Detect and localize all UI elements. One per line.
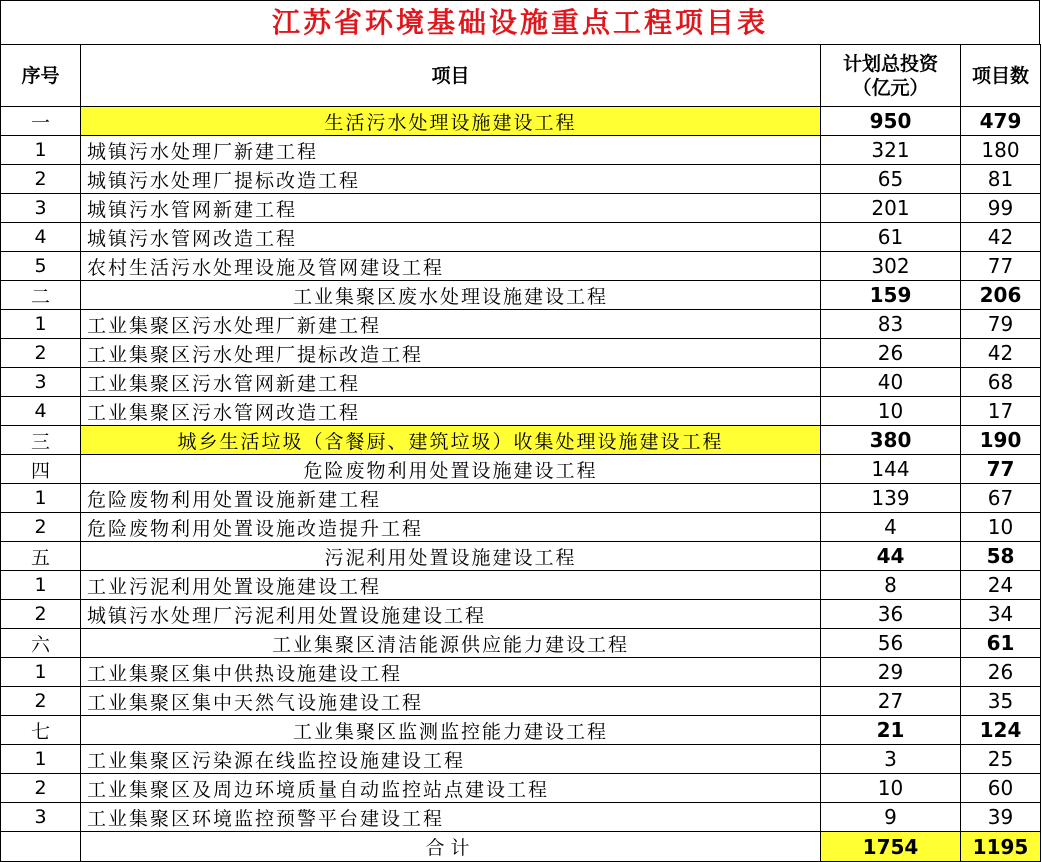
investment-value: 950 bbox=[821, 107, 961, 136]
investment-value: 10 bbox=[821, 774, 961, 803]
investment-value: 10 bbox=[821, 397, 961, 426]
project-count: 190 bbox=[961, 426, 1041, 455]
table-row bbox=[1, 513, 1041, 542]
category-row bbox=[1, 281, 1041, 310]
category-name: 危险废物利用处置设施建设工程 bbox=[81, 455, 821, 484]
project-count: 77 bbox=[961, 455, 1041, 484]
investment-value: 8 bbox=[821, 571, 961, 600]
project-name: 危险废物利用处置设施改造提升工程 bbox=[81, 513, 821, 542]
row-index: 1 bbox=[1, 571, 81, 600]
investment-value: 380 bbox=[821, 426, 961, 455]
project-count: 17 bbox=[961, 397, 1041, 426]
total-count: 1195 bbox=[961, 832, 1041, 862]
investment-value: 9 bbox=[821, 803, 961, 832]
table-row bbox=[1, 194, 1041, 223]
row-index: 七 bbox=[1, 716, 81, 745]
category-name: 工业集聚区清洁能源供应能力建设工程 bbox=[81, 629, 821, 658]
row-index: 3 bbox=[1, 803, 81, 832]
table-row bbox=[1, 484, 1041, 513]
total-row bbox=[1, 832, 1041, 862]
project-count: 35 bbox=[961, 687, 1041, 716]
project-name: 工业集聚区及周边环境质量自动监控站点建设工程 bbox=[81, 774, 821, 803]
investment-value: 83 bbox=[821, 310, 961, 339]
investment-value: 321 bbox=[821, 136, 961, 165]
project-count: 61 bbox=[961, 629, 1041, 658]
project-count: 68 bbox=[961, 368, 1041, 397]
category-row bbox=[1, 426, 1041, 455]
row-index: 4 bbox=[1, 223, 81, 252]
project-count: 67 bbox=[961, 484, 1041, 513]
project-name: 危险废物利用处置设施新建工程 bbox=[81, 484, 821, 513]
project-name: 工业集聚区污染源在线监控设施建设工程 bbox=[81, 745, 821, 774]
row-index: 1 bbox=[1, 745, 81, 774]
project-table bbox=[0, 44, 1041, 862]
category-row bbox=[1, 455, 1041, 484]
project-count: 26 bbox=[961, 658, 1041, 687]
row-index: 2 bbox=[1, 687, 81, 716]
row-index: 一 bbox=[1, 107, 81, 136]
table-row bbox=[1, 774, 1041, 803]
project-name: 城镇污水处理厂污泥利用处置设施建设工程 bbox=[81, 600, 821, 629]
row-index: 2 bbox=[1, 774, 81, 803]
row-index: 2 bbox=[1, 600, 81, 629]
project-count: 60 bbox=[961, 774, 1041, 803]
row-index: 3 bbox=[1, 368, 81, 397]
project-name: 工业集聚区集中供热设施建设工程 bbox=[81, 658, 821, 687]
investment-value: 159 bbox=[821, 281, 961, 310]
table-row bbox=[1, 658, 1041, 687]
table-row bbox=[1, 368, 1041, 397]
project-count: 79 bbox=[961, 310, 1041, 339]
table-row bbox=[1, 310, 1041, 339]
investment-value: 21 bbox=[821, 716, 961, 745]
category-name: 生活污水处理设施建设工程 bbox=[81, 107, 821, 136]
category-name: 工业集聚区监测监控能力建设工程 bbox=[81, 716, 821, 745]
row-index: 六 bbox=[1, 629, 81, 658]
project-count: 479 bbox=[961, 107, 1041, 136]
table-row bbox=[1, 136, 1041, 165]
row-index: 2 bbox=[1, 165, 81, 194]
table-row bbox=[1, 600, 1041, 629]
investment-value: 29 bbox=[821, 658, 961, 687]
project-count: 58 bbox=[961, 542, 1041, 571]
table-row bbox=[1, 252, 1041, 281]
investment-value: 36 bbox=[821, 600, 961, 629]
investment-value: 56 bbox=[821, 629, 961, 658]
row-index: 三 bbox=[1, 426, 81, 455]
investment-value: 3 bbox=[821, 745, 961, 774]
header-count: 项目数 bbox=[961, 45, 1041, 107]
header-project: 项目 bbox=[81, 45, 821, 107]
investment-value: 4 bbox=[821, 513, 961, 542]
row-index: 二 bbox=[1, 281, 81, 310]
row-index: 4 bbox=[1, 397, 81, 426]
table-row bbox=[1, 223, 1041, 252]
project-name: 工业集聚区污水管网新建工程 bbox=[81, 368, 821, 397]
table-row bbox=[1, 745, 1041, 774]
project-count: 25 bbox=[961, 745, 1041, 774]
project-count: 34 bbox=[961, 600, 1041, 629]
project-name: 工业集聚区污水处理厂新建工程 bbox=[81, 310, 821, 339]
category-name: 城乡生活垃圾（含餐厨、建筑垃圾）收集处理设施建设工程 bbox=[81, 426, 821, 455]
project-name: 工业集聚区污水处理厂提标改造工程 bbox=[81, 339, 821, 368]
investment-value: 139 bbox=[821, 484, 961, 513]
row-index: 1 bbox=[1, 136, 81, 165]
header-row bbox=[1, 45, 1041, 107]
project-count: 124 bbox=[961, 716, 1041, 745]
project-count: 24 bbox=[961, 571, 1041, 600]
table-title: 江苏省环境基础设施重点工程项目表 bbox=[0, 0, 1040, 44]
category-row bbox=[1, 629, 1041, 658]
project-count: 180 bbox=[961, 136, 1041, 165]
project-count: 42 bbox=[961, 223, 1041, 252]
category-row bbox=[1, 107, 1041, 136]
investment-value: 44 bbox=[821, 542, 961, 571]
project-name: 城镇污水处理厂提标改造工程 bbox=[81, 165, 821, 194]
row-index: 1 bbox=[1, 484, 81, 513]
table-body bbox=[1, 45, 1041, 832]
header-investment bbox=[821, 45, 961, 107]
project-name: 工业污泥利用处置设施建设工程 bbox=[81, 571, 821, 600]
table-row bbox=[1, 339, 1041, 368]
row-index: 2 bbox=[1, 513, 81, 542]
row-index: 1 bbox=[1, 658, 81, 687]
header-investment-line2: （亿元） bbox=[852, 76, 929, 99]
category-name: 工业集聚区废水处理设施建设工程 bbox=[81, 281, 821, 310]
investment-value: 26 bbox=[821, 339, 961, 368]
project-name: 工业集聚区污水管网改造工程 bbox=[81, 397, 821, 426]
investment-value: 61 bbox=[821, 223, 961, 252]
category-row bbox=[1, 542, 1041, 571]
table-row bbox=[1, 397, 1041, 426]
investment-value: 40 bbox=[821, 368, 961, 397]
project-name: 城镇污水管网新建工程 bbox=[81, 194, 821, 223]
header-investment-line1: 计划总投资 bbox=[842, 52, 938, 75]
project-name: 城镇污水处理厂新建工程 bbox=[81, 136, 821, 165]
row-index: 5 bbox=[1, 252, 81, 281]
project-name: 工业集聚区集中天然气设施建设工程 bbox=[81, 687, 821, 716]
row-index: 2 bbox=[1, 339, 81, 368]
project-count: 206 bbox=[961, 281, 1041, 310]
row-index: 3 bbox=[1, 194, 81, 223]
project-count: 10 bbox=[961, 513, 1041, 542]
investment-value: 302 bbox=[821, 252, 961, 281]
total-index-cell bbox=[1, 832, 81, 862]
project-count: 77 bbox=[961, 252, 1041, 281]
investment-value: 144 bbox=[821, 455, 961, 484]
total-investment: 1754 bbox=[821, 832, 961, 862]
investment-value: 201 bbox=[821, 194, 961, 223]
project-count: 42 bbox=[961, 339, 1041, 368]
project-name: 工业集聚区环境监控预警平台建设工程 bbox=[81, 803, 821, 832]
project-name: 城镇污水管网改造工程 bbox=[81, 223, 821, 252]
project-name: 农村生活污水处理设施及管网建设工程 bbox=[81, 252, 821, 281]
total-label: 合计 bbox=[81, 832, 821, 862]
project-count: 99 bbox=[961, 194, 1041, 223]
row-index: 四 bbox=[1, 455, 81, 484]
project-count: 39 bbox=[961, 803, 1041, 832]
category-row bbox=[1, 716, 1041, 745]
table-row bbox=[1, 165, 1041, 194]
table-row bbox=[1, 803, 1041, 832]
header-index: 序号 bbox=[1, 45, 81, 107]
investment-value: 65 bbox=[821, 165, 961, 194]
table-row bbox=[1, 687, 1041, 716]
category-name: 污泥利用处置设施建设工程 bbox=[81, 542, 821, 571]
investment-value: 27 bbox=[821, 687, 961, 716]
project-count: 81 bbox=[961, 165, 1041, 194]
row-index: 五 bbox=[1, 542, 81, 571]
table-row bbox=[1, 571, 1041, 600]
row-index: 1 bbox=[1, 310, 81, 339]
